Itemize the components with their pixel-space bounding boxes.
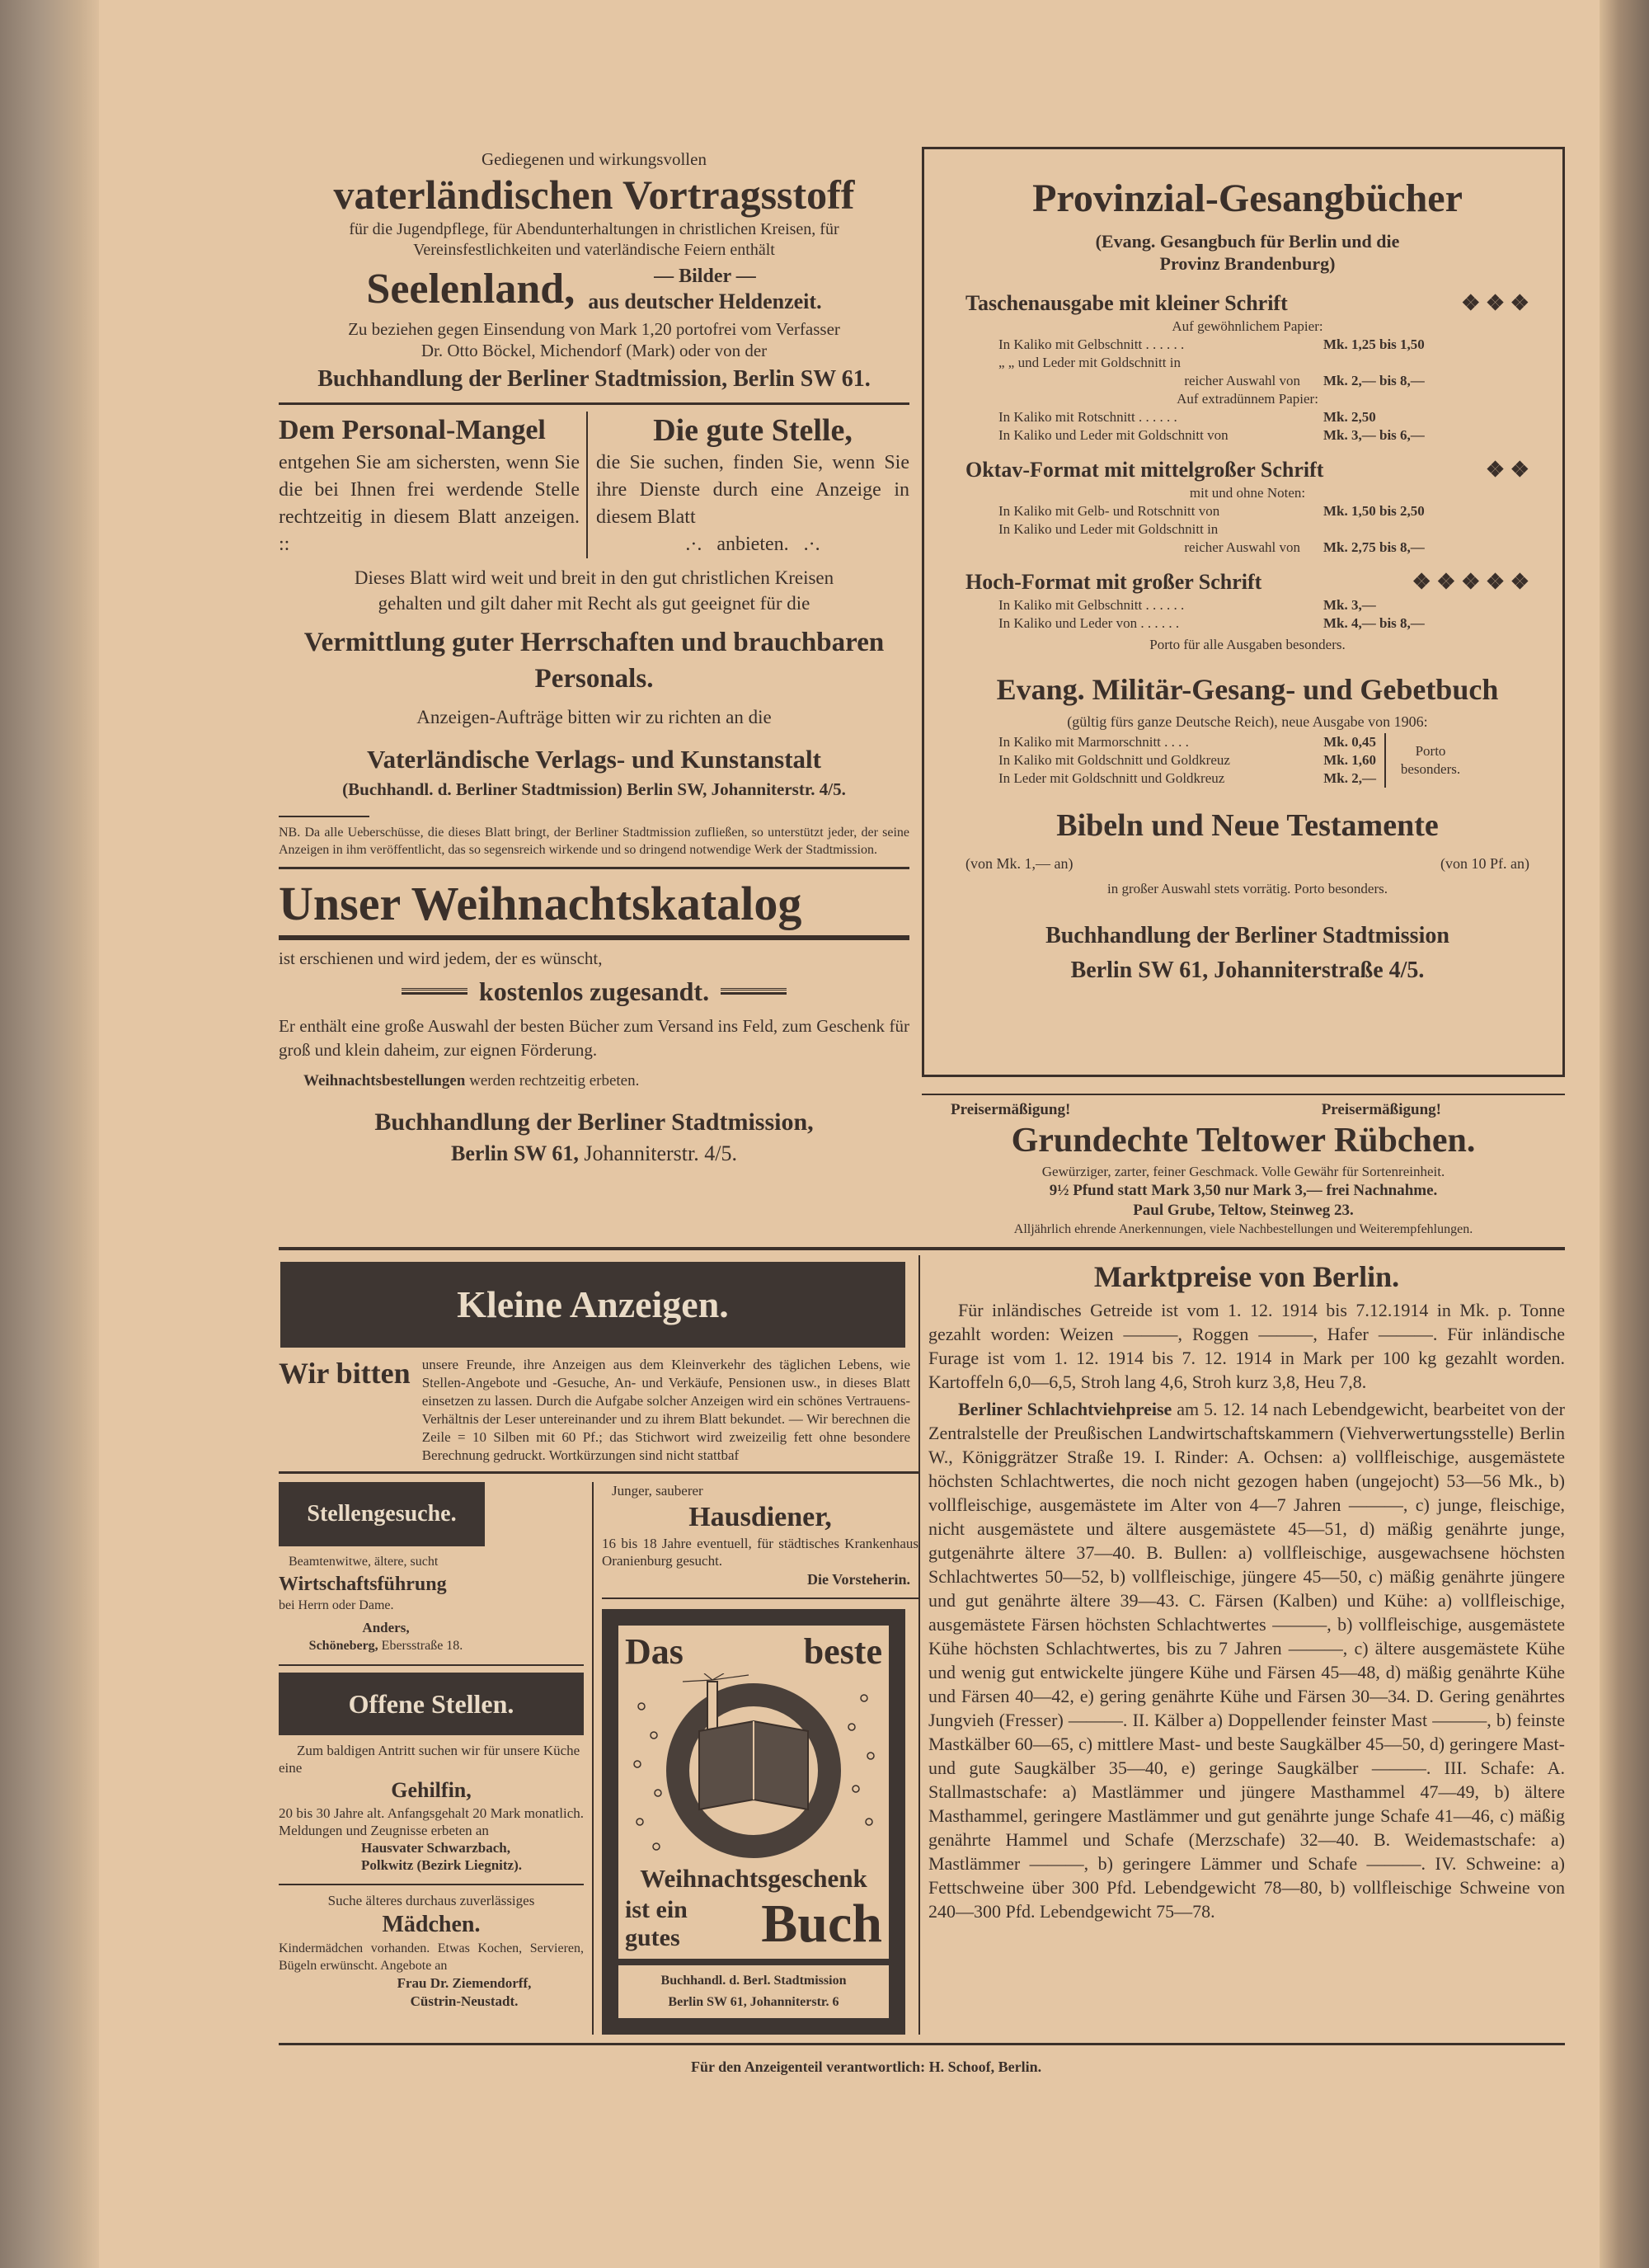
seelenland-subblock	[588, 264, 821, 315]
top-left-column	[279, 147, 909, 1168]
teltow-promo-right: Preisermäßigung!	[1321, 1101, 1441, 1118]
offene-l1: Zum baldigen Antritt suchen wir für unsere Küche eine	[279, 1743, 580, 1776]
teltow-title: Grundechte Teltower Rübchen.	[1011, 1122, 1476, 1160]
katalog-free: kostenlos zugesandt.	[478, 976, 710, 1006]
price-row	[965, 596, 1529, 614]
haus-title: Hausdiener,	[688, 1502, 832, 1532]
price-value: Mk. 1,50 bis 2,50	[1323, 503, 1425, 519]
price-row	[965, 539, 1529, 557]
maedchen-l1: Suche älteres durchaus zuverlässiges	[327, 1893, 535, 1908]
gesang-section-head	[965, 456, 1529, 484]
wir-bitten: Wir bitten	[279, 1357, 411, 1390]
mil-price: Mk. 2,—	[1323, 770, 1376, 786]
personal-verlag-addr: (Buchhandl. d. Berliner Stadtmission) Berlin SW, Johanniterstr. 4/5.	[342, 779, 846, 799]
seelenland-sub: aus deutscher Heldenzeit.	[588, 289, 822, 313]
vortrag-pre: Gediegenen und wirkungsvollen	[482, 149, 707, 169]
teltow-promo-row	[922, 1100, 1565, 1120]
katalog-shop: Buchhandlung der Berliner Stadtmission,	[374, 1108, 814, 1136]
candle-rays	[683, 1673, 749, 1682]
buch-gutes: gutes	[625, 1924, 680, 1951]
vortrag-desc: für die Jugendpflege, für Abendunterhaltungen in christlichen Kreisen, für Vereinsfestlichkeiten und vaterländische Feiern enthält	[349, 220, 839, 259]
gesuche-title: Wirtschaftsführung	[279, 1574, 447, 1595]
hausdiener-ad	[602, 1482, 918, 1589]
gesang-section-head	[965, 289, 1529, 318]
buch-ist-ein-text: ist ein	[625, 1896, 688, 1923]
gesuche-name: Anders,	[362, 1620, 410, 1635]
gesuche-ad	[279, 1553, 493, 1654]
maedchen-ad	[279, 1892, 584, 2011]
bilder-line: — Bilder —	[654, 266, 756, 287]
bibel-prices	[965, 854, 1529, 873]
small-ads	[279, 1482, 918, 2035]
gesuche-addr-bold: Schöneberg,	[308, 1639, 378, 1653]
mil-porto: Porto besonders.	[1400, 743, 1461, 777]
price-row	[965, 502, 1529, 520]
gesuche-l2: bei Herrn oder Dame.	[279, 1598, 394, 1612]
mil-price-row	[998, 769, 1376, 788]
markt-title: Marktpreise von Berlin.	[1093, 1260, 1400, 1293]
footer-responsible: Für den Anzeigenteil verantwortlich: H. Schoof, Berlin.	[691, 2059, 1042, 2075]
buch-bottom-row	[625, 1894, 882, 1954]
teltow-promo-left: Preisermäßigung!	[951, 1101, 1071, 1118]
katalog-rule	[279, 935, 909, 940]
personal-ad	[279, 412, 909, 859]
diamond-ornament-icon: ❖ ❖ ❖ ❖ ❖	[1412, 570, 1529, 594]
divider	[279, 1471, 918, 1474]
double-rule	[721, 988, 787, 995]
price-value: Mk. 2,75 bis 8,—	[1323, 539, 1425, 555]
page-edge	[1600, 0, 1649, 2268]
kleine-text: unsere Freunde, ihre Anzeigen aus dem Kleinverkehr des täglichen Lebens, wie Stellen-Angebote und -Gesuche, An- und Verkäufe, Pensionen usw., in dieses Blatt einsetzen zu lassen. Durch die Aufgabe solcher Anzeigen wird ein schönes Vertrauens-Verhältnis der Leser untereinander und zu ihrem Blatt bekundet. — Wir berechnen die Zeile = 10 Silben mit 60 Pf.; das Stichwort wird zweizeilig fett ohne besondere Berechnung gedruckt. Wortkürzungen sind nicht stattbaf	[421, 1357, 910, 1463]
offene-ad	[279, 1742, 584, 1874]
price-row	[965, 520, 1529, 539]
vortrag-order: Zu beziehen gegen Einsendung von Mark 1,20 portofrei vom Verfasser	[348, 319, 840, 339]
personal-verlag: Vaterländische Verlags- und Kunstanstalt	[367, 745, 821, 774]
small-ads-right	[592, 1482, 918, 2035]
haus-sig: Die Vorsteherin.	[807, 1571, 910, 1588]
gesang-title: Provinzial-Gesangbücher	[1032, 176, 1463, 220]
offene-name: Hausvater Schwarzbach,	[361, 1840, 511, 1856]
gesuche-l1: Beamtenwitwe, ältere, sucht	[289, 1555, 439, 1569]
buch-weihnachtsgeschenk: Weihnachtsgeschenk	[640, 1864, 867, 1893]
mil-item: In Kaliko mit Marmorschnitt . . . .	[998, 734, 1189, 750]
mil-price-row	[998, 733, 1376, 751]
personal-right-end: .·. anbieten. .·.	[685, 534, 820, 555]
mil-price: Mk. 0,45	[1323, 734, 1376, 750]
personal-left	[279, 412, 588, 558]
price-row	[965, 372, 1529, 390]
haus-l2: 16 bis 18 Jahre eventuell, für städtisches Krankenhaus Oranienburg gesucht.	[602, 1536, 918, 1569]
nb-rule	[279, 816, 369, 817]
price-item: In Kaliko und Leder von . . .	[998, 614, 1317, 633]
gesangbuch-ad	[922, 147, 1565, 1077]
bibel-left: (von Mk. 1,— an)	[965, 855, 1073, 872]
price-item: In Kaliko mit Rotschnitt . . .	[998, 408, 1317, 426]
teltow-l4: Alljährlich ehrende Anerkennungen, viele Nachbestellungen und Weiterempfehlungen.	[1013, 1222, 1473, 1236]
gesang-sub: (Evang. Gesangbuch für Berlin und die Provinz Brandenburg)	[1095, 231, 1400, 274]
price-value: Mk. 2,50	[1323, 409, 1376, 425]
vortrag-shop: Buchhandlung der Berliner Stadtmission, Berlin SW 61.	[317, 366, 871, 392]
katalog-orders-rest: werden rechtzeitig erbeten.	[465, 1072, 640, 1089]
buch-top-row	[625, 1630, 882, 1673]
personal-columns	[279, 412, 909, 558]
divider	[279, 1664, 584, 1666]
mil-item: In Kaliko mit Goldschnitt und Goldkreuz	[998, 752, 1230, 768]
maedchen-name: Frau Dr. Ziemendorff,	[397, 1975, 532, 1991]
teltow-l3: Paul Grube, Teltow, Steinweg 23.	[1133, 1202, 1354, 1219]
buch-beste: beste	[803, 1631, 882, 1672]
price-value	[1323, 354, 1529, 372]
marktpreise	[918, 1255, 1565, 2035]
bibel-title: Bibeln und Neue Testamente	[1056, 808, 1439, 843]
gesang-group-label: Auf extradünnem Papier:	[1177, 391, 1318, 407]
teltow-l2: 9½ Pfund statt Mark 3,50 nur Mark 3,— frei Nachnahme.	[1049, 1182, 1438, 1199]
price-value: Mk. 4,— bis 8,—	[1323, 615, 1425, 631]
seelenland-title: Seelenland,	[366, 266, 576, 313]
price-item: In Kaliko mit Gelbschnitt . . .	[998, 336, 1317, 354]
divider	[602, 1597, 918, 1599]
gesang-group-label: mit und ohne Noten:	[1189, 485, 1306, 501]
price-value: Mk. 3,—	[1323, 597, 1376, 613]
price-item: reicher Auswahl von	[1184, 373, 1300, 388]
gesuche-addr-rest: Ebersstraße 18.	[378, 1639, 463, 1653]
offene-stellen-banner: Offene Stellen.	[279, 1673, 584, 1735]
divider	[279, 867, 909, 869]
small-ads-left	[279, 1482, 592, 2011]
katalog-line1: ist erschienen und wird jedem, der es wünscht,	[279, 948, 603, 968]
katalog-title: Unser Weihnachtskatalog	[279, 877, 802, 930]
mil-price-row	[998, 751, 1376, 769]
price-row	[965, 614, 1529, 633]
buch-illustration-panel	[618, 1626, 889, 1959]
bibel-note: in großer Auswahl stets vorrätig. Porto besonders.	[1107, 881, 1388, 896]
personal-right-title: Die gute Stelle,	[653, 413, 853, 448]
personal-left-text: entgehen Sie am sichersten, wenn Sie die bei Ihnen frei werdende Stelle rechtzeitig in diesem Blatt anzeigen. ::	[279, 452, 580, 555]
gesuche-addr	[279, 1637, 493, 1654]
personal-nb: NB. Da alle Ueberschüsse, die dieses Blatt bringt, der Berliner Stadtmission zufließen, so unterstützt jeder, der seine Anzeigen in ihm veröffentlicht, das so segensreich wirkende und so dringend notwendige Werk der Stadtmission.	[279, 826, 909, 857]
gesang-group-label: Auf gewöhnlichem Papier:	[1172, 318, 1323, 334]
newspaper-page	[279, 147, 1565, 2077]
price-row	[965, 354, 1529, 372]
price-item: In Kaliko und Leder mit Goldschnitt von	[998, 427, 1229, 443]
price-item: In Kaliko und Leder mit Goldschnitt in	[998, 521, 1219, 537]
teltow-l1: Gewürziger, zarter, feiner Geschmack. Volle Gewähr für Sortenreinheit.	[1041, 1164, 1445, 1179]
gesang-sections	[965, 289, 1529, 633]
katalog-ad	[279, 873, 909, 1168]
gesang-addr: Berlin SW 61, Johanniterstraße 4/5.	[1070, 958, 1425, 983]
personal-blatt: Dieses Blatt wird weit und breit in den gut christlichen Kreisen gehalten und gilt daher mit Recht als gut geeignet für die	[354, 567, 834, 614]
vortrag-ad	[279, 148, 909, 394]
teltow-ad	[922, 1100, 1565, 1239]
personal-auftraege: Anzeigen-Aufträge bitten wir zu richten an die	[416, 707, 772, 727]
double-rule	[402, 988, 467, 995]
mil-price: Mk. 1,60	[1323, 752, 1376, 768]
buch-das: Das	[625, 1631, 684, 1672]
buch-shop: Buchhandl. d. Berl. Stadtmission	[660, 1974, 847, 1988]
price-value: Mk. 3,— bis 6,—	[1323, 427, 1425, 443]
maedchen-l2: Kindermädchen vorhanden. Etwas Kochen, Servieren, Bügeln erwünscht. Angebote an	[279, 1941, 584, 1973]
divider	[279, 402, 909, 405]
bottom-left-column	[279, 1255, 918, 2035]
markt-schlachtvieh-text: am 5. 12. 14 nach Lebendgewicht, bearbeitet von der Zentralstelle der Preußischen Landwirtschaftskammern (Viehverwertungsstelle) Berlin W., Königgrätzer Straße 19. I. Rinder: A. Ochsen: a) vollfleischige, ausgemästete höchsten Schlachtwertes, die noch nicht gezogen haben (ungejocht) 53—56 Mk., b) vollfleischige, ausgemästete im Alter von 4—7 Jahren ———, c) junge, fleischige, nicht ausgemästete und ältere ausgemästete 45—51, d) mäßig genährte junge, gutgenährte ältere 37—40. B. Bullen: a) vollfleischige, ausgewachsene höchsten Schlachtwertes 50—52, b) vollfleischige, jüngere 45—50, c) mäßig genährte jüngere und gut genährte ältere 39—43. C. Färsen (Kalben) und Kühe: a) vollfleischige, ausgemästete Färsen höchsten Schlachtwertes ———, b) vollfleischige, ausgemästete Kühe höchsten Schlachtwertes, bis zu 7 Jahren ———, c) ältere ausgemästete Kühe und wenig gut entwickelte jüngere Kühe und Färsen 45—48, d) mäßig genährte Kühe und Färsen 40—42, e) gering genährte Kühe und Färsen 30—34. D. Gering genährtes Jungvieh (Fresser) ———. II. Kälber a) Doppellender feinster Mast ———, b) feinste Mastkälber 60—65, c) mittlere Mast- und beste Saugkälber 45—50, d) geringere Mast- und gute Saugkälber 35—40, e) geringe Saugkälber ———. III. Schafe: A. Stallmastschafe: a) Mastlämmer und jüngere Masthammel 47—49, b) ältere Masthammel, geringere Mastlämmer und gut genährte junge Schafe 41—46, c) mäßig genährte Hammel und Schafe (Merzschafe) 32—40. B. Weidemastschafe: a) Mastlämmer ———, b) geringere Lämmer und Schafe ———. IV. Schweine: a) Fettschweine über 300 Pfd. Lebendgewicht 78—80, b) vollfleischige Schweine von 240—300 Pfd. Lebendgewicht 75—78.	[928, 1399, 1566, 1922]
mil-sub: (gültig fürs ganze Deutsche Reich), neue Ausgabe von 1906:	[1067, 713, 1428, 730]
katalog-addr-rest: Johanniterstr. 4/5.	[578, 1141, 737, 1165]
vortrag-title: vaterländischen Vortragsstoff	[333, 172, 855, 218]
price-item: In Kaliko mit Gelb- und Rotschnitt von	[998, 503, 1220, 519]
katalog-orders	[279, 1070, 909, 1092]
buch-ist-ein	[625, 1896, 688, 1952]
wreath-book-illustration	[625, 1673, 882, 1863]
offene-place: Polkwitz (Bezirk Liegnitz).	[361, 1857, 522, 1873]
gesang-section-head	[965, 568, 1529, 596]
price-item: reicher Auswahl von	[1184, 539, 1300, 555]
diamond-ornament-icon: ❖ ❖ ❖	[1461, 291, 1529, 315]
mil-item: In Leder mit Goldschnitt und Goldkreuz	[998, 770, 1225, 786]
book-binding-edge	[0, 0, 99, 2268]
price-item: In Kaliko mit Gelbschnitt . . .	[998, 596, 1317, 614]
katalog-addr-bold: Berlin SW 61,	[451, 1141, 579, 1165]
gesang-shop: Buchhandlung der Berliner Stadtmission	[1045, 923, 1449, 948]
haus-l1: Junger, sauberer	[612, 1483, 703, 1499]
seelenland-row	[279, 264, 909, 315]
price-row	[965, 408, 1529, 426]
katalog-addr	[279, 1140, 909, 1168]
price-row	[965, 336, 1529, 354]
personal-right-text: die Sie suchen, finden Sie, wenn Sie ihre Dienste durch eine Anzeige in diesem Blatt	[596, 452, 909, 528]
buch-shop-panel	[618, 1965, 889, 2018]
buch-buch: Buch	[761, 1894, 882, 1954]
bottom-section	[279, 1255, 1565, 2035]
section-title: Taschenausgabe mit kleiner Schrift	[965, 291, 1288, 315]
mil-table	[965, 733, 1529, 788]
top-section	[279, 147, 1565, 1239]
wir-bitten-row	[279, 1356, 918, 1465]
katalog-orders-bold: Weihnachtsbestellungen	[303, 1072, 466, 1089]
markt-getreide: Für inländisches Getreide ist vom 1. 12. 1914 bis 7.12.1914 in Mk. p. Tonne gezahlt worden: Weizen ———, Roggen ———, Hafer ———. Für inländische Furage ist vom 1. 12. 1914 bis 7. 12. 1914 in Mark per 100 kg gezahlt worden. Kartoffeln 6,0—6,5, Stroh lang 4,6, Stroh kurz 3,8, Heu 7,8.	[928, 1300, 1565, 1392]
kleine-anzeigen-banner: Kleine Anzeigen.	[280, 1262, 905, 1348]
maedchen-place: Cüstrin-Neustadt.	[410, 1993, 519, 2009]
stellengesuche-banner: Stellengesuche.	[279, 1482, 485, 1546]
price-value	[1323, 520, 1529, 539]
mil-rows	[998, 733, 1386, 788]
buch-addr: Berlin SW 61, Johanniterstr. 6	[668, 1995, 839, 2009]
bilder: Bilder	[679, 266, 731, 287]
bibel-right: (von 10 Pf. an)	[1440, 855, 1529, 872]
vortrag-author: Dr. Otto Böckel, Michendorf (Mark) oder von der	[420, 341, 768, 360]
section-title: Hoch-Format mit großer Schrift	[965, 570, 1262, 594]
personal-left-title: Dem Personal-Mangel	[279, 415, 546, 445]
divider	[922, 1094, 1565, 1095]
markt-schlachtvieh-title: Berliner Schlachtviehpreise	[958, 1399, 1172, 1419]
gesang-porto: Porto für alle Ausgaben besonders.	[1149, 637, 1346, 652]
section-divider	[279, 1247, 1565, 1250]
mil-title: Evang. Militär-Gesang- und Gebetbuch	[996, 673, 1499, 706]
katalog-free-row	[279, 975, 909, 1008]
personal-right	[588, 412, 909, 558]
maedchen-title: Mädchen.	[382, 1912, 481, 1937]
bottom-rule	[279, 2043, 1565, 2045]
price-value: Mk. 2,— bis 8,—	[1323, 373, 1425, 388]
offene-l2: 20 bis 30 Jahre alt. Anfangsgehalt 20 Mark monatlich. Meldungen und Zeugnisse erbeten an	[279, 1805, 584, 1838]
divider	[279, 1884, 584, 1885]
markt-schlachtvieh	[928, 1397, 1565, 1923]
top-right-column	[922, 147, 1565, 1239]
price-item: „ „ und Leder mit Goldschnitt in	[998, 355, 1181, 370]
section-title: Oktav-Format mit mittelgroßer Schrift	[965, 458, 1324, 482]
katalog-text: Er enthält eine große Auswahl der besten Bücher zum Versand ins Feld, zum Geschenk für groß und klein daheim, zur eignen Förderung.	[279, 1016, 909, 1060]
diamond-ornament-icon: ❖ ❖	[1485, 458, 1529, 482]
price-row	[965, 426, 1529, 445]
buch-illustrated-ad	[602, 1609, 905, 2035]
offene-title: Gehilfin,	[391, 1778, 472, 1802]
personal-vermittlung: Vermittlung guter Herrschaften und brauchbaren Personals.	[303, 628, 885, 694]
price-value: Mk. 1,25 bis 1,50	[1323, 336, 1425, 352]
